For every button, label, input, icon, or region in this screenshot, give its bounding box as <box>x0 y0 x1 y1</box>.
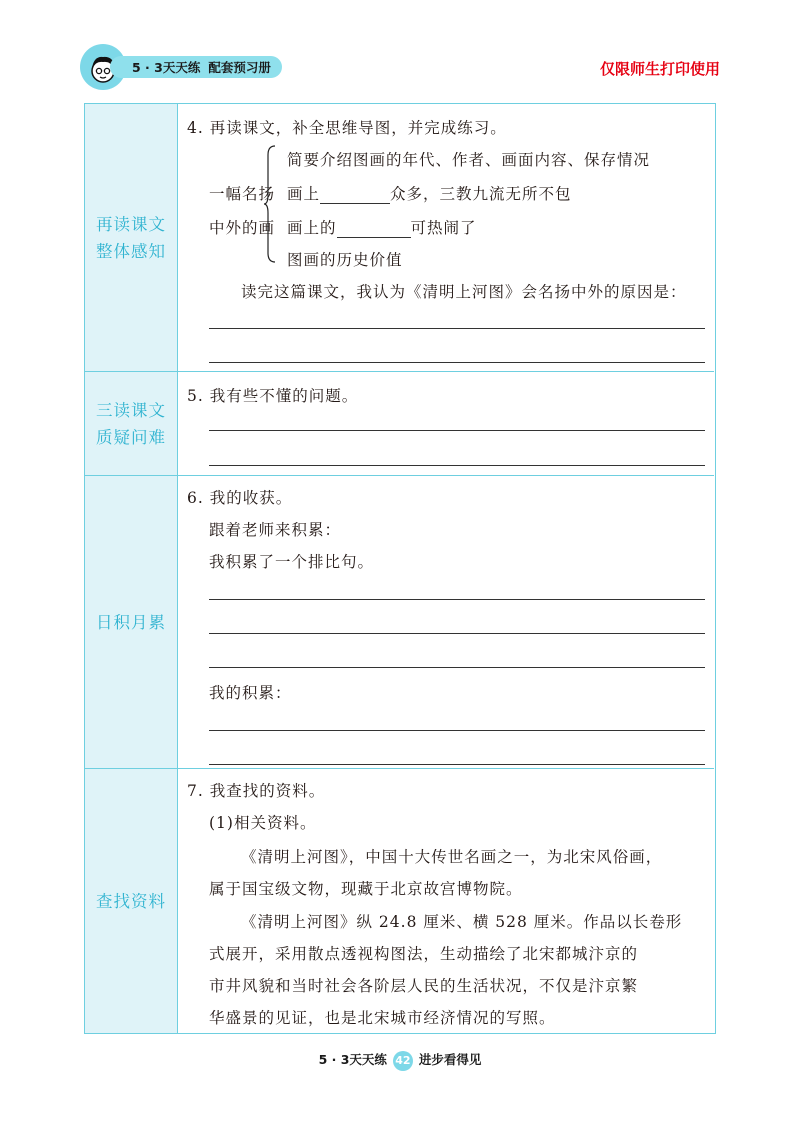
question-line: 我积累了一个排比句。 <box>209 553 375 571</box>
question-title: 7. 我查找的资料。 <box>187 782 326 800</box>
section-accumulate <box>85 476 714 769</box>
question-title: 6. 我的收获。 <box>187 489 293 507</box>
answer-line[interactable] <box>209 430 705 431</box>
question-prompt: 读完这篇课文，我认为《清明上河图》会名扬中外的原因是： <box>241 283 687 301</box>
section-label <box>85 372 178 475</box>
answer-line[interactable] <box>209 362 705 363</box>
answer-blank[interactable] <box>320 185 390 204</box>
question-title: 4. 再读课文，补全思维导图，并完成练习。 <box>187 119 507 137</box>
footer-brand: 5 · 3天天练 <box>318 1052 387 1067</box>
question-line: 跟着老师来积累： <box>209 521 342 539</box>
paragraph-line: 《清明上河图》，中国十大传世名画之一，为北宋风俗画， <box>241 848 663 866</box>
section-questions <box>85 372 714 476</box>
section-body <box>179 769 714 1033</box>
section-body <box>179 104 714 371</box>
worksheet-table <box>84 103 716 1034</box>
section-body <box>179 476 714 768</box>
section-label-line: 日积月累 <box>96 612 166 632</box>
paragraph-line: 式展开，采用散点透视构图法，生动描绘了北宋都城汴京的 <box>209 945 639 963</box>
section-label <box>85 476 178 768</box>
page-number: 42 <box>393 1051 413 1071</box>
section-label-line: 查找资料 <box>96 891 166 911</box>
brand-banner <box>110 56 282 78</box>
answer-line[interactable] <box>209 730 705 731</box>
answer-line[interactable] <box>209 328 705 329</box>
question-title: 5. 我有些不懂的问题。 <box>187 387 359 405</box>
brace-icon <box>263 145 277 263</box>
mindmap-branch <box>287 216 477 238</box>
brand-subtitle: 配套预习册 <box>208 60 271 75</box>
mindmap-branch: 图画的历史价值 <box>287 251 403 269</box>
answer-line[interactable] <box>209 764 705 765</box>
section-body <box>179 372 714 475</box>
answer-line[interactable] <box>209 667 705 668</box>
branch-text: 众多，三教九流无所不包 <box>390 185 572 203</box>
section-reread-overall <box>85 104 714 372</box>
footer-slogan: 进步看得见 <box>418 1052 482 1067</box>
answer-line[interactable] <box>209 633 705 634</box>
section-label-line: 质疑问难 <box>96 427 166 447</box>
section-label <box>85 104 178 371</box>
mindmap-branch <box>287 182 572 204</box>
branch-text: 可热闹了 <box>410 219 477 237</box>
paragraph-line: 华盛景的见证，也是北宋城市经济情况的写照。 <box>209 1009 556 1027</box>
question-line: 我的积累： <box>209 684 292 702</box>
section-label-line: 三读课文 <box>96 400 166 420</box>
mindmap-root: 中外的画 <box>209 219 276 237</box>
mindmap-root: 一幅名扬 <box>209 185 276 203</box>
branch-text: 画上的 <box>287 219 337 237</box>
print-notice: 仅限师生打印使用 <box>599 60 720 78</box>
section-label <box>85 769 178 1033</box>
answer-line[interactable] <box>209 465 705 466</box>
mindmap-branch: 简要介绍图画的年代、作者、画面内容、保存情况 <box>287 151 651 169</box>
brand-title: 5 · 3天天练 <box>132 60 201 75</box>
page-footer <box>0 1050 800 1071</box>
answer-blank[interactable] <box>337 219 411 238</box>
answer-line[interactable] <box>209 599 705 600</box>
section-label-line: 再读课文 <box>96 214 166 234</box>
sub-title: (1)相关资料。 <box>209 814 317 832</box>
section-research <box>85 769 714 1033</box>
paragraph-line: 市井风貌和当时社会各阶层人民的生活状况，不仅是汴京繁 <box>209 977 639 995</box>
branch-text: 画上 <box>287 185 321 203</box>
paragraph-line: 属于国宝级文物，现藏于北京故宫博物院。 <box>209 880 523 898</box>
paragraph-line: 《清明上河图》纵 24.8 厘米、横 528 厘米。作品以长卷形 <box>241 913 683 931</box>
section-label-line: 整体感知 <box>96 241 166 261</box>
